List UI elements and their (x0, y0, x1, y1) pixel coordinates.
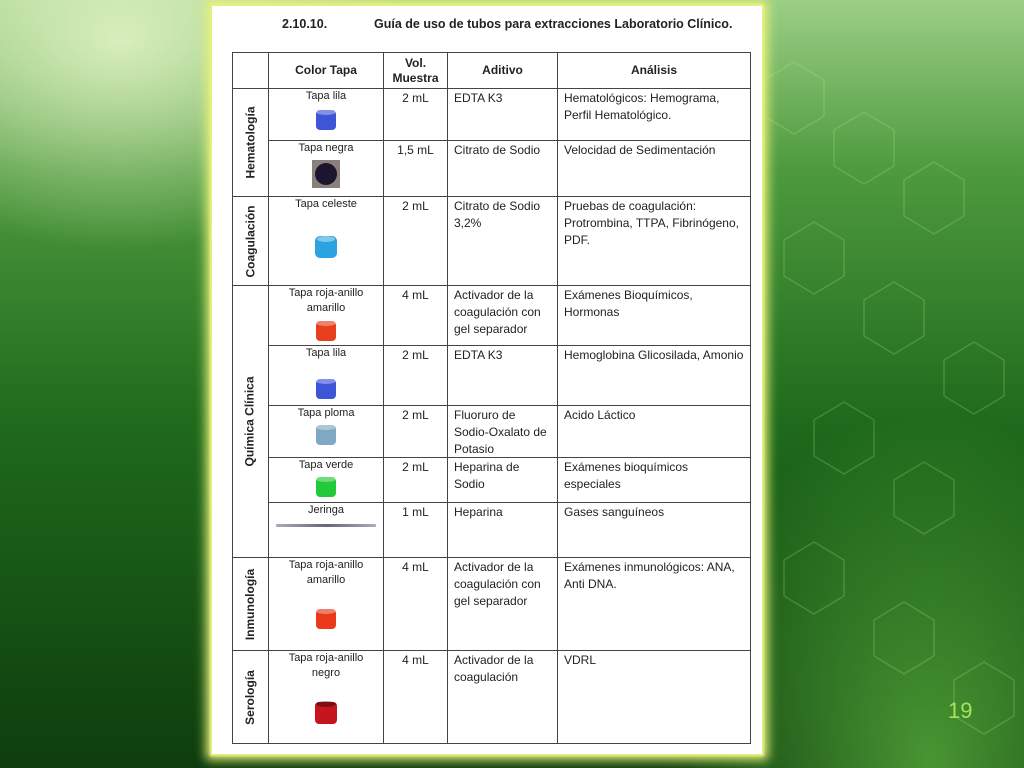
table-row-7-analysis: Gases sanguíneos (558, 503, 751, 558)
tube-cap-icon (312, 699, 340, 727)
table-row-3-analysis: Exámenes Bioquímicos, Hormonas (558, 286, 751, 346)
table-row-7-color: Jeringa (269, 503, 384, 558)
table-row-7-volume: 1 mL (384, 503, 448, 558)
table-row-2-volume: 2 mL (384, 197, 448, 286)
section-coagulacion: Coagulación (233, 197, 269, 286)
header-analysis: Análisis (558, 53, 751, 89)
table-row-5-color: Tapa ploma (269, 406, 384, 458)
table-row-3-additive: Activador de la coagulación con gel separador (448, 286, 558, 346)
section-hematologia: Hematología (233, 89, 269, 197)
table-row-8-analysis: Exámenes inmunológicos: ANA, Anti DNA. (558, 558, 751, 651)
table-row-9-color: Tapa roja-anillo negro (269, 651, 384, 744)
table-row-8-color: Tapa roja-anillo amarillo (269, 558, 384, 651)
tube-cap-icon (313, 474, 339, 500)
table-row-8-volume: 4 mL (384, 558, 448, 651)
table-row-0-volume: 2 mL (384, 89, 448, 141)
header-color: Color Tapa (269, 53, 384, 89)
title-text: Guía de uso de tubos para extracciones Laboratorio Clínico. (374, 17, 733, 31)
table-row-6-color: Tapa verde (269, 458, 384, 503)
table-row-9-analysis: VDRL (558, 651, 751, 744)
hexagon-pattern (724, 0, 1024, 768)
tube-guide-table (232, 52, 751, 744)
table-row-0-analysis: Hematológicos: Hemograma, Perfil Hematológico. (558, 89, 751, 141)
table-row-2-color: Tapa celeste (269, 197, 384, 286)
table-row-3-color: Tapa roja-anillo amarillo (269, 286, 384, 346)
syringe-icon (276, 524, 376, 527)
table-row-4-additive: EDTA K3 (448, 346, 558, 406)
table-row-6-analysis: Exámenes bioquímicos especiales (558, 458, 751, 503)
table-row-3-volume: 4 mL (384, 286, 448, 346)
table-row-7-additive: Heparina (448, 503, 558, 558)
tube-cap-icon (311, 159, 341, 189)
document-page (212, 6, 762, 754)
table-row-4-analysis: Hemoglobina Glicosilada, Amonio (558, 346, 751, 406)
section-serologia: Serología (233, 651, 269, 744)
tube-cap-icon (313, 606, 339, 632)
table-row-9-additive: Activador de la coagulación (448, 651, 558, 744)
header-additive: Aditivo (448, 53, 558, 89)
section-inmunologia: Inmunología (233, 558, 269, 651)
table-row-6-additive: Heparina de Sodio (448, 458, 558, 503)
header-volume: Vol. Muestra (384, 53, 448, 89)
table-row-2-analysis: Pruebas de coagulación: Protrombina, TTPA, Fibrinógeno, PDF. (558, 197, 751, 286)
slide-page-number: 19 (948, 698, 973, 723)
table-row-6-volume: 2 mL (384, 458, 448, 503)
tube-cap-icon (313, 318, 339, 344)
section-number: 2.10.10. (282, 17, 328, 31)
section-quimica-clinica: Química Clínica (233, 286, 269, 558)
table-row-1-analysis: Velocidad de Sedimentación (558, 141, 751, 197)
table-row-4-volume: 2 mL (384, 346, 448, 406)
table-row-2-additive: Citrato de Sodio 3,2% (448, 197, 558, 286)
table-row-9-volume: 4 mL (384, 651, 448, 744)
document-title (282, 17, 732, 31)
table-row-5-additive: Fluoruro de Sodio-Oxalato de Potasio (448, 406, 558, 458)
table-row-1-additive: Citrato de Sodio (448, 141, 558, 197)
tube-cap-icon (313, 422, 339, 448)
table-row-0-color: Tapa lila (269, 89, 384, 141)
table-row-4-color: Tapa lila (269, 346, 384, 406)
table-row-5-analysis: Acido Láctico (558, 406, 751, 458)
table-row-8-additive: Activador de la coagulación con gel separador (448, 558, 558, 651)
tube-cap-icon (313, 376, 339, 402)
tube-cap-icon (312, 233, 340, 261)
tube-cap-icon (313, 107, 339, 133)
table-row-1-volume: 1,5 mL (384, 141, 448, 197)
table-row-5-volume: 2 mL (384, 406, 448, 458)
header-blank (233, 53, 269, 89)
table-row-0-additive: EDTA K3 (448, 89, 558, 141)
table-row-1-color: Tapa negra (269, 141, 384, 197)
